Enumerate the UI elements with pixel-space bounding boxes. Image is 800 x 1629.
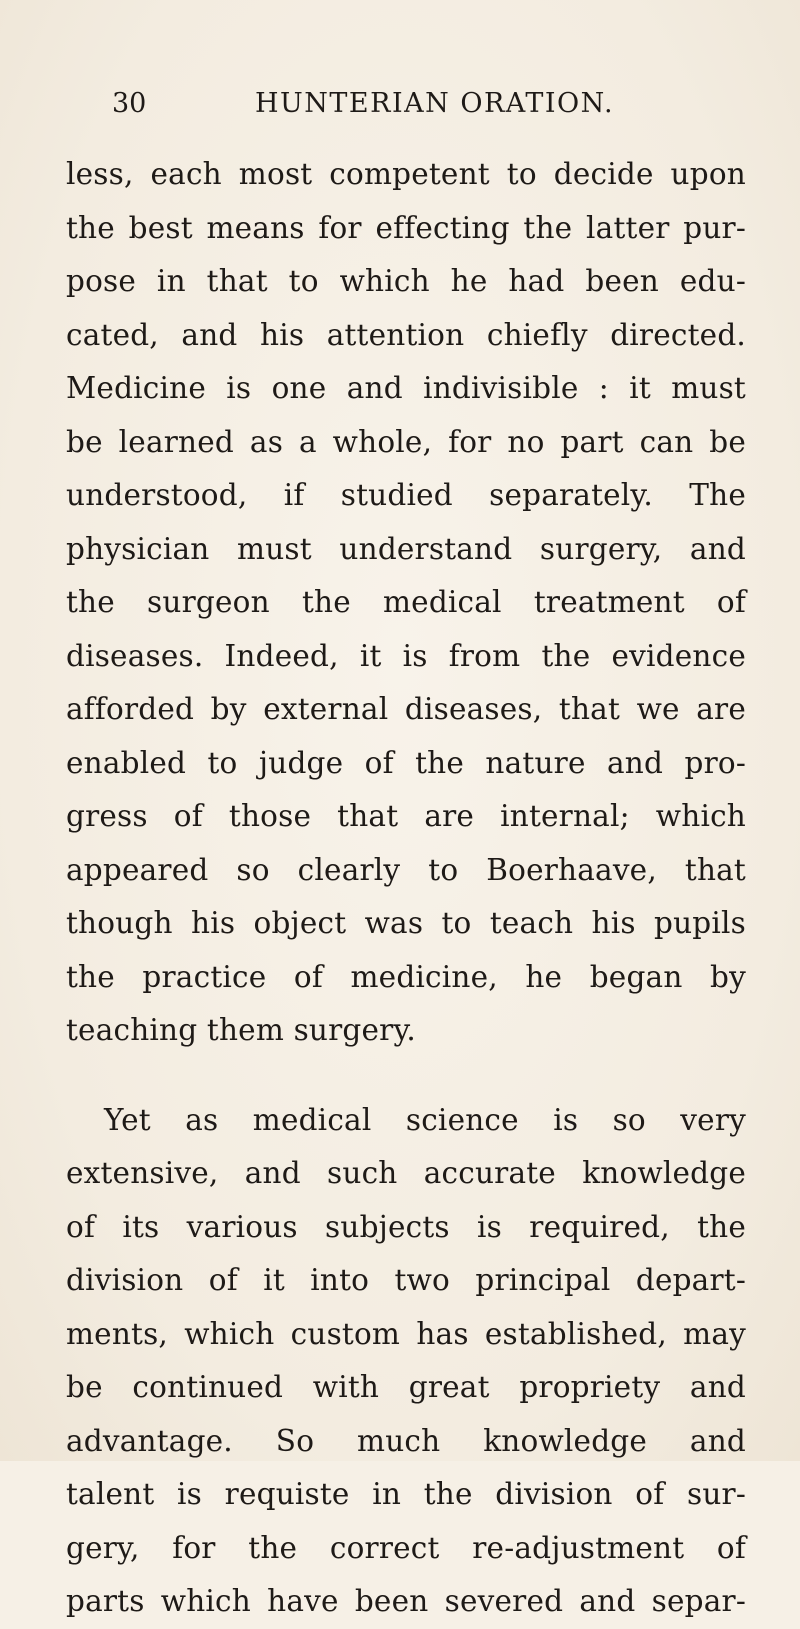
- text-line: diseases. Indeed, it is from the evidence: [66, 638, 746, 673]
- text-line: the practice of medicine, he began by: [66, 959, 746, 994]
- text-line: be learned as a whole, for no part can be: [66, 424, 746, 459]
- running-title: HUNTERIAN ORATION.: [255, 88, 615, 119]
- running-header: [112, 88, 752, 128]
- text-line: understood, if studied separately. The: [66, 478, 746, 512]
- text-line: gress of those that are internal; which: [66, 799, 746, 833]
- text-line: physician must understand surgery, and: [66, 531, 746, 566]
- text-line: cated, and his attention chiefly directed.: [66, 317, 746, 352]
- text-line: of its various subjects is required, the: [66, 1209, 746, 1244]
- text-line: Medicine is one and indivisible : it must: [66, 371, 746, 405]
- paragraph-gap: [66, 1058, 746, 1094]
- text-line: less, each most competent to decide upon: [66, 157, 746, 191]
- text-line: advantage. So much knowledge and: [66, 1423, 746, 1458]
- text-line: Yet as medical science is so very: [104, 1102, 746, 1137]
- text-line: division of it into two principal depart-: [66, 1263, 746, 1297]
- paragraph-1: [66, 148, 746, 1058]
- text-line: the surgeon the medical treatment of: [66, 585, 746, 619]
- paragraph-2: [66, 1094, 746, 1629]
- text-line: enabled to judge of the nature and pro-: [66, 745, 746, 780]
- text-line: though his object was to teach his pupils: [66, 906, 746, 940]
- text-line: parts which have been severed and separ-: [66, 1584, 746, 1618]
- text-line: extensive, and such accurate knowledge: [66, 1156, 746, 1190]
- text-line: the best means for effecting the latter pur-: [66, 210, 746, 245]
- text-line: be continued with great propriety and: [66, 1370, 746, 1404]
- text-line: teaching them surgery.: [66, 1013, 416, 1047]
- text-line: ments, which custom has established, may: [66, 1316, 746, 1351]
- text-line: afforded by external diseases, that we are: [66, 692, 746, 726]
- page-number: 30: [112, 88, 147, 119]
- text-line: appeared so clearly to Boerhaave, that: [66, 852, 746, 887]
- text-line: talent is requiste in the division of sur-: [66, 1477, 746, 1511]
- body-text: [66, 148, 746, 1629]
- text-line: gery, for the correct re-adjustment of: [66, 1530, 746, 1565]
- text-line: pose in that to which he had been edu-: [66, 264, 746, 298]
